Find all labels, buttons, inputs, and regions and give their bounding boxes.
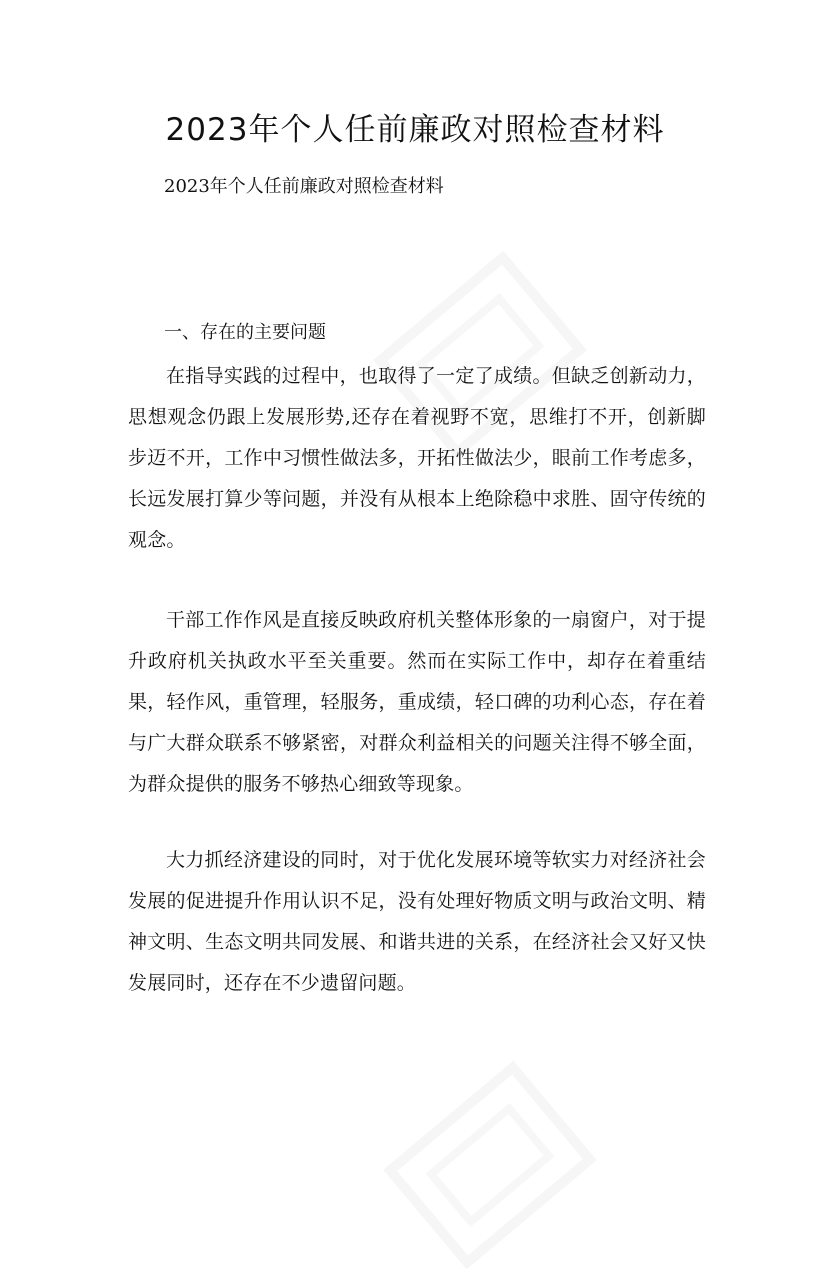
document-subtitle: 2023年个人任前廉政对照检查材料 xyxy=(164,176,444,197)
document-title: 2023年个人任前廉政对照检查材料 xyxy=(165,112,665,148)
paragraph-3: 大力抓经济建设的同时，对于优化发展环境等软实力对经济社会发展的促进提升作用认识不足，没有处理好物质文明与政治文明、精神文明、生态文明共同发展、和谐共进的关系，在经济社会又好又快发展同时，还存在不少遗留问题。 xyxy=(128,849,706,994)
section-heading: 一、存在的主要问题 xyxy=(164,322,326,343)
watermark-stamp xyxy=(383,1061,597,1269)
paragraph-2: 干部工作作风是直接反映政府机关整体形象的一扇窗户，对于提升政府机关执政水平至关重要。然而在实际工作中，却存在着重结果，轻作风，重管理，轻服务，重成绩，轻口碑的功利心态，存在着与广大群众联系不够紧密，对群众利益相关的问题关注得不够全面，为群众提供的服务不够热心细致等现象。 xyxy=(128,609,706,795)
paragraph-1: 在指导实践的过程中，也取得了一定了成绩。但缺乏创新动力，思想观念仍跟上发展形势,还存在着视野不宽，思维打不开，创新脚步迈不开，工作中习惯性做法多，开拓性做法少，眼前工作考虑多，长远发展打算少等问题，并没有从根本上绝除稳中求胜、固守传统的观念。 xyxy=(128,365,706,551)
